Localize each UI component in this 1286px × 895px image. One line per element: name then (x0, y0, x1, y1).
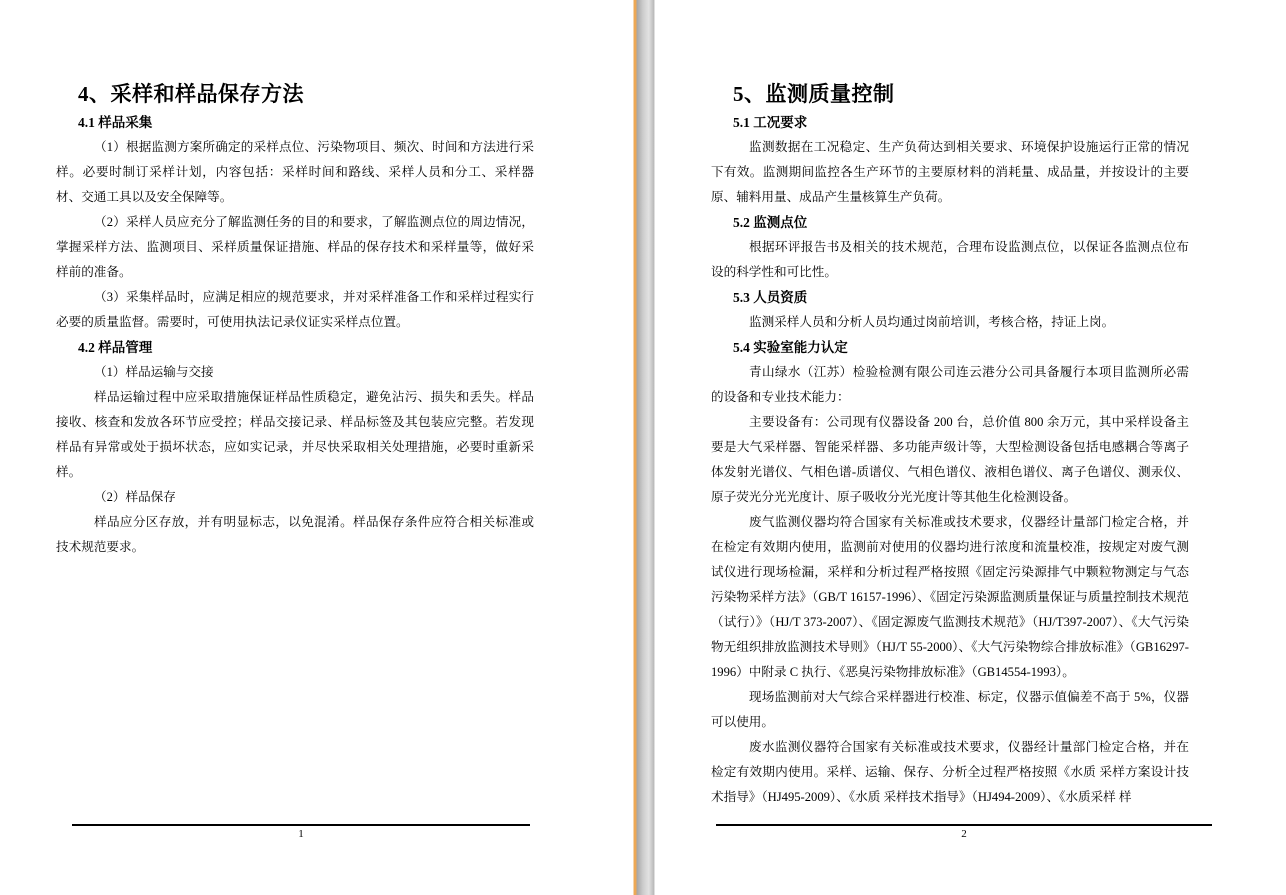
page-2-content (711, 78, 1189, 820)
page-sections (711, 110, 1189, 810)
paragraph: 根据环评报告书及相关的技术规范，合理布设监测点位，以保证各监测点位布设的科学性和可比性。 (711, 240, 1189, 279)
paragraph: 主要设备有：公司现有仪器设备 200 台，总价值 800 余万元，其中采样设备主要是大气采样器、智能采样器、多功能声级计等，大型检测设备包括电感耦合等离子体发射光谱仪、气相色谱-质谱仪、气相色谱仪、液相色谱仪、离子色谱仪、测汞仪、原子荧光分光光度计、原子吸收分光光度计等其他生化检测设备。 (711, 415, 1189, 504)
footer-rule (716, 824, 1212, 826)
paragraph: 监测采样人员和分析人员均通过岗前培训，考核合格，持证上岗。 (749, 315, 1115, 329)
paragraph: （2）样品保存 (94, 490, 176, 504)
page-1 (0, 0, 633, 895)
page-sections (56, 110, 534, 560)
paragraph: 现场监测前对大气综合采样器进行校准、标定，仪器示值偏差不高于 5%，仪器可以使用。 (711, 690, 1189, 729)
paragraph: 样品运输过程中应采取措施保证样品性质稳定，避免沾污、损失和丢失。样品接收、核查和发放各环节应受控；样品交接记录、样品标签及其包装应完整。若发现样品有异常或处于损坏状态，应如实记录，并尽快采取相关处理措施，必要时重新采样。 (56, 390, 534, 479)
paragraph: 样品应分区存放，并有明显标志，以免混淆。样品保存条件应符合相关标准或技术规范要求。 (56, 515, 534, 554)
page-2 (655, 0, 1286, 895)
paragraph: （1）根据监测方案所确定的采样点位、污染物项目、频次、时间和方法进行采样。必要时制订采样计划，内容包括：采样时间和路线、采样人员和分工、采样器材、交通工具以及安全保障等。 (56, 140, 534, 204)
page-footer (716, 824, 1212, 842)
paragraph: 废气监测仪器均符合国家有关标准或技术要求，仪器经计量部门检定合格，并在检定有效期内使用，监测前对使用的仪器均进行浓度和流量校准，按规定对废气测试仪进行现场检漏，采样和分析过程严格按照《固定污染源排气中颗粒物测定与气态污染物采样方法》（GB/T 16157-1996）、《固定污染源监测质量保证与质量控制技术规范（试行）》（HJ/T 373-2007）、《固定源废气监测技术规范》（HJ/T397-2007）、《大气污染物无组织排放监测技术导则》（HJ/T 55-2000）、《大气污染物综合排放标准》（GB16297-1996）中附录 C 执行、《恶臭污染物排放标准》（GB14554-1993）。 (711, 515, 1189, 679)
section-heading: 4.1 样品采集 (78, 115, 153, 130)
footer-rule (72, 824, 530, 826)
paragraph: 青山绿水（江苏）检验检测有限公司连云港分公司具备履行本项目监测所必需的设备和专业技术能力： (711, 365, 1189, 404)
page-number: 2 (961, 828, 967, 840)
paragraph: （3）采集样品时，应满足相应的规范要求，并对采样准备工作和采样过程实行必要的质量监督。需要时，可使用执法记录仪证实采样点位置。 (56, 290, 534, 329)
page-gutter-divider (633, 0, 655, 895)
paragraph: 监测数据在工况稳定、生产负荷达到相关要求、环境保护设施运行正常的情况下有效。监测期间监控各生产环节的主要原材料的消耗量、成品量，并按设计的主要原、辅料用量、成品产生量核算生产负荷。 (711, 140, 1189, 204)
page-1-content (56, 78, 534, 820)
page-title: 5、监测质量控制 (733, 82, 895, 106)
section-heading: 5.2 监测点位 (733, 215, 808, 230)
page-footer (72, 824, 530, 842)
paragraph: 废水监测仪器符合国家有关标准或技术要求，仪器经计量部门检定合格，并在检定有效期内使用。采样、运输、保存、分析全过程严格按照《水质 采样方案设计技术指导》（HJ495-2009）、《水质 采样技术指导》（HJ494-2009）、《水质采样 样 (711, 740, 1189, 804)
paragraph: （1）样品运输与交接 (94, 365, 214, 379)
section-heading: 5.3 人员资质 (733, 290, 808, 305)
section-heading: 5.1 工况要求 (733, 115, 808, 130)
section-heading: 4.2 样品管理 (78, 340, 153, 355)
page-title: 4、采样和样品保存方法 (78, 82, 304, 106)
page-number: 1 (298, 828, 304, 840)
paragraph: （2）采样人员应充分了解监测任务的目的和要求，了解监测点位的周边情况，掌握采样方法、监测项目、采样质量保证措施、样品的保存技术和采样量等，做好采样前的准备。 (56, 215, 534, 279)
section-heading: 5.4 实验室能力认定 (733, 340, 848, 355)
